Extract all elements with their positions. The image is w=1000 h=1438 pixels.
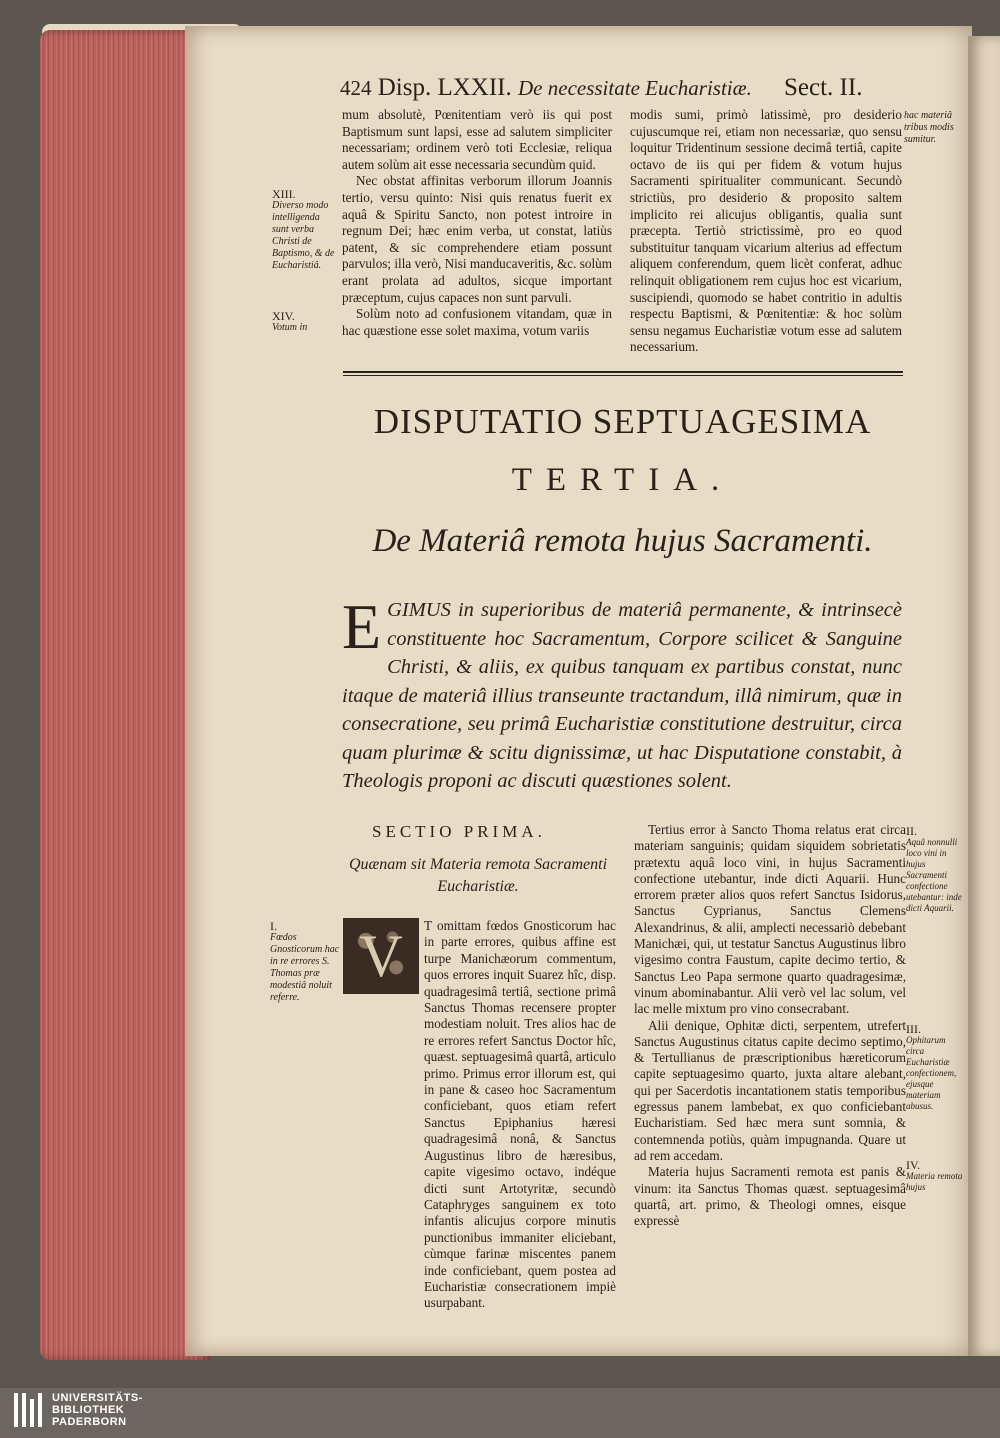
bottom-left-column	[342, 918, 616, 1312]
margin-note	[272, 310, 338, 334]
margin-note	[272, 188, 338, 272]
ornamental-initial: V	[343, 918, 419, 994]
disputation-title: DISPUTATIO SEPTUAGESIMA	[373, 402, 872, 441]
disputation-subtitle: De Materiâ remota hujus Sacramenti.	[372, 523, 873, 559]
margin-text: hac materiâ tribus modis sumitur.	[904, 110, 954, 145]
margin-number: I.	[270, 919, 277, 933]
library-name-line: UNIVERSITÄTS-	[52, 1392, 143, 1404]
paragraph: Materia hujus Sacramenti remota est panis & vinum: ita Sanctus Thomas quæst. septuagesimâ quartâ, art. primo, & Theologi omnes, eisque expressè	[634, 1164, 906, 1229]
margin-text: Aquâ nonnulli loco vini in hujus Sacramenti confectione utebantur: inde dicti Aquarii.	[906, 837, 962, 913]
divider-rule	[343, 371, 903, 373]
top-left-column	[342, 107, 612, 339]
facing-page-edge	[968, 36, 1000, 1356]
library-name-line: PADERBORN	[52, 1416, 127, 1428]
paragraph: Nec obstat affinitas verborum illorum Joannis tertio, versu quinto: Nisi quis renatus fuerit ex aquâ & Spiritu Sancto, non potest introire in regnum Dei; hæc enim verba, ut constat, latiùs patent, & sic comprehendere etiam possunt parvulos; illa verò, Nisi manducaveritis, &c. solùm erant prolata ad adultos, sicque important præceptum, cujus capaces non sunt parvuli.	[342, 173, 612, 305]
margin-number: IV.	[906, 1158, 921, 1172]
margin-note	[270, 920, 340, 1004]
top-right-column	[630, 107, 902, 356]
initial-letter: E	[342, 591, 382, 662]
paragraph: Solùm noto ad confusionem vitandam, quæ in hac quæstione esse solet maxima, votum variis	[342, 306, 612, 338]
margin-text: Materia remota hujus	[906, 1171, 963, 1192]
margin-note	[906, 1024, 964, 1112]
running-title: De necessitate Eucharistiæ.	[518, 76, 752, 100]
margin-number: XIII.	[272, 187, 296, 201]
page-number: 424	[340, 76, 372, 100]
introduction-text: GIMUS in superioribus de materiâ permanente, & intrinsecè constituente hoc Sacramentum, Corpore scilicet & Sanguine Christi, & aliis, ex quibus tanquam ex partibus constat, nunc itaque de materiâ illius transeunte tractandum, illâ nimirum, quæ in consecratione, seu primâ Eucharistiæ constitutione destruitur, circa quam plurimæ & scitu dignissimæ, ut hac Disputatione constabit, à Theologis proponi ac discuti quæstiones solent.	[342, 599, 902, 792]
margin-number: III.	[906, 1022, 921, 1036]
margin-number: II.	[906, 824, 917, 838]
margin-text: Votum in	[272, 322, 308, 333]
bottom-right-column	[634, 822, 906, 1229]
paragraph: Alii denique, Ophitæ dicti, serpentem, utrefert Sanctus Augustinus citatus capite decimo septimo, & Tertullianus de præscriptionibus hæreticorum capite septuagesimo quarto, juxta altare alebant, qui per Sacerdotis incantationem statis temporibus egressus panem lambebat, ex quo conficiebant Eucharistiam. Sed hæc mera sunt somnia, & contemnenda potiùs, quàm impugnanda. Quare ut ad rem accedam.	[634, 1017, 906, 1163]
disputation-number: Disp. LXXII.	[377, 74, 512, 101]
paragraph: Tertius error à Sancto Thoma relatus erat circa materiam sanguinis; quidam siquidem sobrietatis prætextu aquâ loco vini, in hujus Sacramenti confectione utebantur, inde dicti Aquarii. Hunc errorem præter alios quos refert Sanctus Isidorus, Sanctus Cyprianus, Sanctus Clemens Alexandrinus, & alii, amplecti necessariò debebant Manichæi, qui, ut testatur Sanctus Augustinus libro vigesimo contra Faustum, capite decimo tertio, & Sanctus Leo Papa sermone quarto quadragesimæ, vinum abominabantur. Alii verò vel lac solum, vel lac melle mixtum pro vino consecrabant.	[634, 822, 906, 1017]
paragraph: modis sumi, primò latissimè, pro desiderio cujuscumque rei, etiam non necessariæ, quo sensu loquitur Tridentinum sessione decimâ tertiâ, capite octavo de iis qui per fidem & votum hujus Sacramenti spiritualiter communicant. Secundò strictiùs, pro desiderio & proposito saltem implicito rei alicujus obligantis, qualia sunt præcepta. Tertiò strictissimè, pro eo quod substituitur tanquam vicarium alterius ad effectum aliquem conferendum, quem licèt conferat, adhuc relinquit obligationem rem cujus hoc est vicarium, suscipiendi, quomodo se habet contritio in adultis respectu Baptismi, & Pœnitentiæ: & hoc solùm sensu negamus Eucharistiæ votum esse ad salutem necessarium.	[630, 107, 902, 355]
library-name-line: BIBLIOTHEK	[52, 1404, 125, 1416]
logo-mark-icon	[14, 1393, 42, 1427]
paragraph: T omittam fœdos Gnosticorum hac in parte errores, quibus affine est turpe Manichæorum commentum, quos errores inquit Suarez hîc, disp. quadragesimâ tertiâ, sectione primâ Sanctus Thomas recensere propter modestiam noluit. Tres alios hac de re errores refert Sanctus Doctor hîc, quæst. septuagesimâ quartâ, articulo primo. Primus error illorum est, qui in pane & caseo hoc Sacramentum conficiebant, quos etiam refert Sanctus Epiphanius hæresi quadragesimâ nonâ, & Sanctus Augustinus libro de hæresibus, capite vigesimo octavo, indéque dicti sunt Artotyritæ, secundò Cataphryges sanguinem ex toto infantis alicujus corpore minutis punctionibus immaniter eliciebant, cùmque farinæ miscentes panem inde conficiebant, quem postea ad Eucharistiæ consecrationem impiè usurpabant.	[424, 918, 616, 1311]
library-logo	[14, 1392, 143, 1428]
section-number: Sect. II.	[784, 74, 863, 101]
margin-note	[906, 826, 964, 914]
library-name	[52, 1392, 143, 1428]
margin-text: Diverso modo intelligenda sunt verba Christi de Baptismo, & de Eucharistiâ.	[272, 200, 335, 271]
margin-note	[904, 110, 962, 146]
introduction-paragraph	[342, 591, 902, 796]
margin-note	[906, 1160, 964, 1193]
disputation-title-line2: TERTIA.	[511, 462, 734, 498]
margin-text: Ophitarum circa Eucharistiæ confectionem, ejusque materiam abusus.	[906, 1035, 957, 1111]
section-heading: Quænam sit Materia remota Sacramenti Eucharistiæ.	[348, 856, 608, 895]
margin-text: Fœdos Gnosticorum hac in re errores S. Thomas præ modestiâ noluit referre.	[270, 932, 340, 1003]
paragraph: mum absolutè, Pœnitentiam verò iis qui post Baptismum sunt lapsi, esse ad salutem simpliciter necessariam; ordinem verò toti Ecclesiæ, reliqua autem solùm ait esse necessaria secundùm quid.	[342, 107, 612, 172]
divider-rule	[343, 375, 903, 376]
margin-number: XIV.	[272, 309, 295, 323]
section-label: SECTIO PRIMA.	[372, 822, 546, 841]
